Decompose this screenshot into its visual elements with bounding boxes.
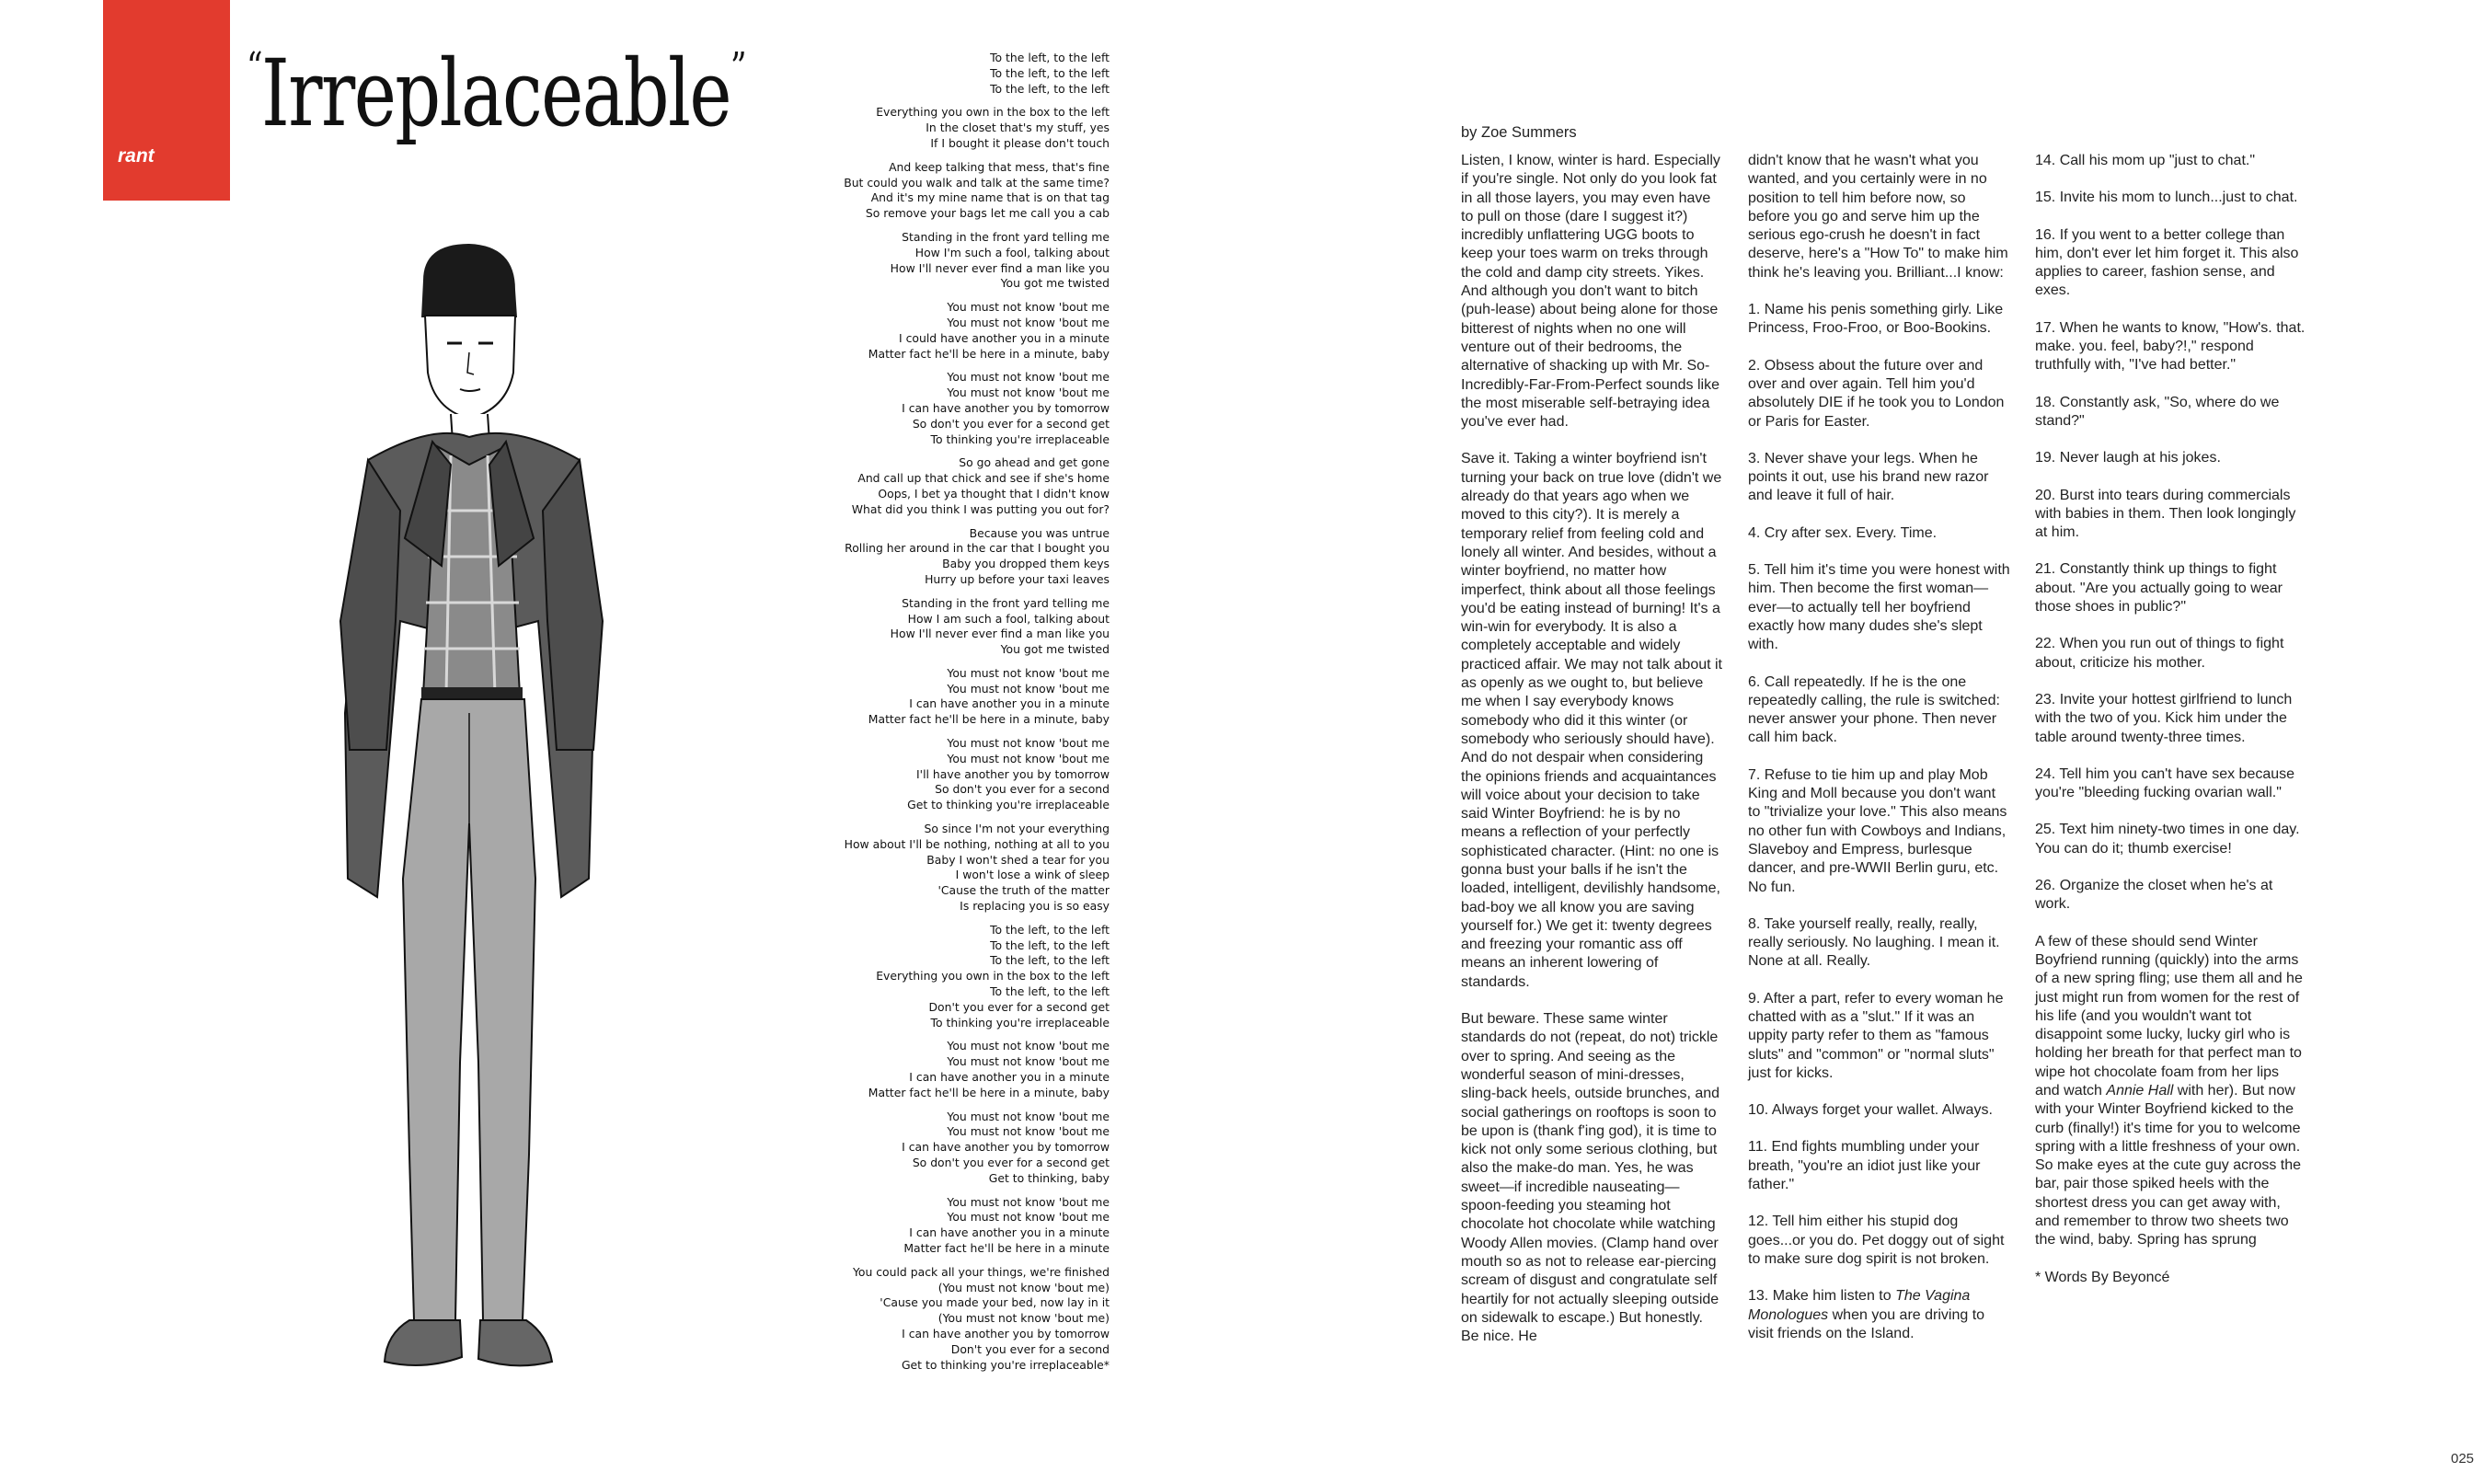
- list-item: 20. Burst into tears during commercials with babies in them. Then look longingly at him.: [2035, 487, 2296, 541]
- lyric-line: To the left, to the left: [990, 922, 1110, 937]
- lyric-line: To thinking you're irreplaceable: [930, 1015, 1110, 1030]
- beanie: [421, 244, 517, 317]
- lyric-line: So remove your bags let me call you a cab: [865, 206, 1110, 221]
- list-item: didn't know that he wasn't what you wanted, and you certainly were in no position to tell him before now, so before you go and serve him up the serious ego-crush he doesn't in fact deserve, here's a "How To" to make him think he's leaving you. Brilliant...I know:: [1748, 153, 2008, 281]
- lyric-line: You must not know 'bout me: [947, 385, 1110, 400]
- lyric-line: How I'm such a fool, talking about: [914, 245, 1110, 259]
- section-tag-box: [103, 0, 230, 201]
- lyric-stanza: [828, 666, 1110, 728]
- lyric-line: So since I'm not your everything: [924, 822, 1110, 836]
- lyric-line: Is replacing you is so easy: [960, 899, 1110, 914]
- list-item: 10. Always forget your wallet. Always.: [1748, 1102, 1993, 1119]
- lyric-line: Everything you own in the box to the left: [876, 105, 1110, 120]
- list-item: 18. Constantly ask, "So, where do we stand?": [2035, 394, 2280, 429]
- lyric-line: You must not know 'bout me: [947, 736, 1110, 751]
- lyric-line: Matter fact he'll be here in a minute, baby: [868, 1085, 1110, 1099]
- article-title: [247, 40, 746, 147]
- lyric-line: And it's my mine name that is on that tag: [870, 190, 1110, 205]
- list-item: 16. If you went to a better college than him, don't ever let him forget it. This also applies to career, fashion sense, and exes.: [2035, 226, 2299, 299]
- lyric-line: Everything you own in the box to the left: [876, 969, 1110, 984]
- lyric-line: How I'll never ever find a man like you: [890, 627, 1110, 641]
- lyric-stanza: [828, 526, 1110, 588]
- lyric-stanza: [828, 105, 1110, 151]
- list-item: 5. Tell him it's time you were honest with him. Then become the first woman—ever—to actually tell her boyfriend exactly how many dudes she's slept with.: [1748, 562, 2010, 653]
- list-item: 7. Refuse to tie him up and play Mob King and Moll because you don't want to "trivialize your love." This also means no other fun with Cowboys and Indians, Slaveboy and Empress, burlesque dancer, and pre-WWII Berlin guru, etc. No fun.: [1748, 766, 2007, 895]
- list-item: 13. Make him listen to The Vagina Monologues when you are driving to visit friends on the Island.: [1748, 1288, 1985, 1341]
- lyric-line: You must not know 'bout me: [947, 300, 1110, 315]
- lyric-line: I can have another you by tomorrow: [902, 1140, 1110, 1155]
- lyric-line: Baby you dropped them keys: [942, 557, 1110, 571]
- lyric-line: (You must not know 'bout me): [937, 1280, 1110, 1294]
- list-item: 26. Organize the closet when he's at work.: [2035, 878, 2273, 913]
- lyric-line: Hurry up before your taxi leaves: [925, 571, 1110, 586]
- footnote: * Words By Beyoncé: [2035, 1269, 2170, 1285]
- title-open-quote: “: [247, 44, 261, 91]
- lyric-line: You must not know 'bout me: [947, 1109, 1110, 1123]
- lyric-line: How about I'll be nothing, nothing at all to you: [844, 836, 1110, 851]
- lyric-line: You must not know 'bout me: [947, 1194, 1110, 1209]
- lyric-line: Don't you ever for a second: [950, 1341, 1110, 1356]
- list-item: 21. Constantly think up things to fight about. "Are you actually going to wear those shoes in public?": [2035, 561, 2283, 615]
- lyric-stanza: [828, 923, 1110, 1031]
- closing-paragraph: A few of these should send Winter Boyfriend running (quickly) into the arms of a new spring fling; use them all and he just might run from women for the rest of his life (and you wouldn't want tot disappoint some lucky, lucky girl who is holding her breath for that perfect man to wipe hot chocolate foam from her lips and watch Annie Hall with her). But now with your Winter Boyfriend kicked to the curb (finally!) it's time for you to welcome spring with a little freshness of your own. So make eyes at the cute guy across the bar, pair those spiked heels with the shortest dress you can get away with, and remember to throw two sheets two the wind, baby. Spring has sprung: [2035, 933, 2303, 1248]
- article-column-1: [1461, 152, 1723, 1364]
- left-shoe: [385, 1320, 462, 1365]
- lyric-line: I could have another you in a minute: [899, 330, 1110, 345]
- lyric-line: You must not know 'bout me: [947, 1039, 1110, 1053]
- lyric-line: Because you was untrue: [969, 525, 1110, 540]
- lyric-line: To the left, to the left: [990, 51, 1110, 64]
- right-shoe: [478, 1320, 552, 1365]
- lyric-line: I can have another you in a minute: [909, 1225, 1110, 1240]
- lyric-line: And keep talking that mess, that's fine: [889, 159, 1110, 174]
- list-item: 22. When you run out of things to fight about, criticize his mother.: [2035, 636, 2284, 671]
- lyric-stanza: [828, 1039, 1110, 1100]
- lyric-line: How I am such a fool, talking about: [907, 611, 1110, 626]
- list-item: 6. Call repeatedly. If he is the one repeatedly calling, the rule is switched: never answer your phone. Then never call him back.: [1748, 673, 2000, 746]
- article-column-3: [2035, 152, 2306, 1306]
- lyric-line: So don't you ever for a second: [935, 782, 1110, 797]
- list-item: 23. Invite your hottest girlfriend to lunch with the two of you. Kick him under the table around twenty-three times.: [2035, 691, 2293, 745]
- list-item: 15. Invite his mom to lunch...just to chat.: [2035, 190, 2298, 206]
- list-item: 1. Name his penis something girly. Like Princess, Froo-Froo, or Boo-Bookins.: [1748, 302, 2004, 337]
- lyric-line: You must not know 'bout me: [947, 1210, 1110, 1225]
- lyric-stanza: [828, 736, 1110, 813]
- lyric-line: I can have another you in a minute: [909, 696, 1110, 711]
- byline: by Zoe Summers: [1461, 124, 1577, 141]
- list-item: 3. Never shave your legs. When he points it out, use his brand new razor and leave it full of hair.: [1748, 450, 1989, 504]
- face: [425, 316, 515, 419]
- list-item: 17. When he wants to know, "How's. that. make. you. feel, baby?!," respond truthfully with, "I've had better.": [2035, 319, 2306, 374]
- list-item: 19. Never laugh at his jokes.: [2035, 450, 2221, 466]
- lyric-line: You must not know 'bout me: [947, 1124, 1110, 1139]
- lyric-stanza: [828, 370, 1110, 447]
- lyric-line: Oops, I bet ya thought that I didn't know: [878, 486, 1110, 500]
- lyric-line: Matter fact he'll be here in a minute, baby: [868, 346, 1110, 361]
- list-item: 24. Tell him you can't have sex because you're "bleeding fucking ovarian wall.": [2035, 765, 2295, 801]
- list-item: 8. Take yourself really, really, really, really seriously. No laughing. I mean it. None at all. Really.: [1748, 915, 2000, 970]
- list-item: 11. End fights mumbling under your breath, "you're an idiot just like your father.": [1748, 1139, 1981, 1193]
- lyric-line: I won't lose a wink of sleep: [955, 868, 1110, 882]
- article-paragraph: Listen, I know, winter is hard. Especially if you're single. Not only do you look fat in all those layers, you may even have to pull on those (dare I suggest it?) incredibly unflattering UGG boots to keep your toes warm on treks through the cold and damp city streets. Yikes. And although you don't want to bitch (puh-lease) about being alone for those bitterest of nights when no one will venture out of their bedrooms, the alternative of shacking up with Mr. So-Incredibly-Far-From-Perfect sounds like the most miserable self-betraying idea you've ever had.: [1461, 153, 1720, 431]
- lyric-line: Get to thinking, baby: [988, 1170, 1110, 1185]
- song-lyrics: [828, 51, 1110, 1381]
- lyric-line: Get to thinking you're irreplaceable*: [901, 1357, 1110, 1372]
- lyric-stanza: [828, 1110, 1110, 1187]
- lyric-line: I can have another you in a minute: [909, 1070, 1110, 1085]
- list-item: 9. After a part, refer to every woman he chatted with as a "slut." If it was an uppity party refer to them as "famous sluts" and "common" or "normal sluts" just for kicks.: [1748, 990, 2004, 1081]
- lyric-line: To the left, to the left: [990, 938, 1110, 952]
- lyric-line: 'Cause you made your bed, now lay in it: [880, 1295, 1110, 1310]
- lyric-line: You must not know 'bout me: [947, 315, 1110, 329]
- lyric-line: You must not know 'bout me: [947, 370, 1110, 385]
- title-close-quote: ”: [730, 44, 746, 91]
- lyric-line: Don't you ever for a second get: [928, 999, 1110, 1014]
- lyric-line: You must not know 'bout me: [947, 751, 1110, 765]
- section-tag: rant: [118, 145, 155, 167]
- lyric-line: Standing in the front yard telling me: [902, 595, 1110, 610]
- lyric-line: Matter fact he'll be here in a minute: [903, 1240, 1110, 1255]
- lyric-stanza: [828, 160, 1110, 222]
- lyric-line: Matter fact he'll be here in a minute, baby: [868, 712, 1110, 727]
- lyric-line: (You must not know 'bout me): [937, 1311, 1110, 1326]
- article-paragraph: But beware. These same winter standards do not (repeat, do not) trickle over to spring. And seeing as the wonderful season of mini-dresses, sling-back heels, outside brunches, and social gatherings on rooftops is soon to be upon is (thank f'ing god), it is time to kick not only some serious clothing, but also the make-do man. Yes, he was sweet—if incredible nauseating—spoon-feeding you steaming hot chocolate hot chocolate while watching Woody Allen movies. (Clamp hand over mouth so as not to release ear-piercing scream of disgust and congratulate self heartily for not actually sleeping outside on sidewalk to escape.) But honestly. Be nice. He: [1461, 1011, 1720, 1345]
- lyric-line: You must not know 'bout me: [947, 1054, 1110, 1069]
- lyric-stanza: [828, 300, 1110, 362]
- article-column-2: [1748, 152, 2010, 1362]
- lyric-line: And call up that chick and see if she's home: [857, 471, 1110, 486]
- list-item: 12. Tell him either his stupid dog goes...or you do. Pet doggy out of sight to make sure dog spirit is not broken.: [1748, 1214, 2005, 1267]
- lyric-line: I can have another you by tomorrow: [902, 1326, 1110, 1340]
- lyric-line: 'Cause the truth of the matter: [937, 883, 1110, 898]
- lyric-line: You must not know 'bout me: [947, 665, 1110, 680]
- list-item: 14. Call his mom up "just to chat.": [2035, 153, 2256, 168]
- lyric-line: To the left, to the left: [990, 81, 1110, 96]
- lyric-line: But could you walk and talk at the same time?: [844, 175, 1110, 190]
- page-number: 025: [2451, 1451, 2475, 1467]
- lyric-line: So go ahead and get gone: [959, 455, 1110, 470]
- lyric-line: If I bought it please don't touch: [930, 135, 1110, 150]
- lyric-stanza: [828, 596, 1110, 658]
- lyric-line: To thinking you're irreplaceable: [930, 431, 1110, 446]
- lyric-line: You could pack all your things, we're finished: [852, 1264, 1110, 1279]
- list-item: 2. Obsess about the future over and over and over again. Tell him you'd absolutely DIE if he took you to London or Paris for Easter.: [1748, 357, 2005, 430]
- lyric-stanza: [828, 822, 1110, 915]
- lyric-stanza: [828, 1195, 1110, 1257]
- list-item: 4. Cry after sex. Every. Time.: [1748, 524, 1938, 541]
- lyric-line: I'll have another you by tomorrow: [916, 766, 1110, 781]
- lyric-line: You must not know 'bout me: [947, 681, 1110, 696]
- illustration-man: [285, 235, 635, 1431]
- lyric-line: Standing in the front yard telling me: [902, 229, 1110, 244]
- lyric-line: You got me twisted: [1000, 642, 1110, 657]
- lyric-line: To the left, to the left: [990, 953, 1110, 968]
- lyric-line: So don't you ever for a second get: [912, 416, 1110, 431]
- lyric-stanza: [828, 1265, 1110, 1374]
- lyric-line: Rolling her around in the car that I bought you: [845, 541, 1110, 556]
- title-text: Irreplaceable: [260, 40, 731, 147]
- lyric-line: To the left, to the left: [990, 984, 1110, 999]
- lyric-line: What did you think I was putting you out for?: [851, 501, 1110, 516]
- lyric-stanza: [828, 455, 1110, 517]
- article-paragraph: Save it. Taking a winter boyfriend isn't turning your back on true love (didn't we already do that years ago when we moved to this city?). It is merely a temporary relief from feeling cold and lonely all winter. And besides, without a winter boyfriend, no matter how imperfect, think about all those feelings you'd be eating instead of burning! It's a win-win for everybody. It is also a completely acceptable and widely practiced affair. We may not talk about it as openly as we ought to, but believe me when I say everybody knows somebody who did it this winter (or somebody who seriously should have). And do not despair when considering the opinions friends and acquaintances will voice about your decision to take said Winter Boyfriend: he is by no means a reflection of your perfectly sophisticated character. (Hint: no one is gonna bust your balls if he isn't the loaded, intelligent, devilishly handsome, bad-boy we all know you are saving yourself for.) We get it: twenty degrees and freezing your romantic ass off means an inherent lowering of standards.: [1461, 451, 1722, 990]
- lyric-line: You got me twisted: [1000, 276, 1110, 291]
- lyric-line: I can have another you by tomorrow: [902, 400, 1110, 415]
- lyric-line: In the closet that's my stuff, yes: [926, 121, 1110, 135]
- lyric-line: So don't you ever for a second get: [912, 1156, 1110, 1169]
- lyric-line: How I'll never ever find a man like you: [890, 260, 1110, 275]
- lyric-stanza: [828, 230, 1110, 292]
- list-item: 25. Text him ninety-two times in one day. You can do it; thumb exercise!: [2035, 822, 2300, 857]
- lyric-stanza: [828, 51, 1110, 97]
- lyric-line: Baby I won't shed a tear for you: [926, 852, 1110, 867]
- lyric-line: To the left, to the left: [990, 65, 1110, 80]
- lyric-line: Get to thinking you're irreplaceable: [907, 798, 1110, 812]
